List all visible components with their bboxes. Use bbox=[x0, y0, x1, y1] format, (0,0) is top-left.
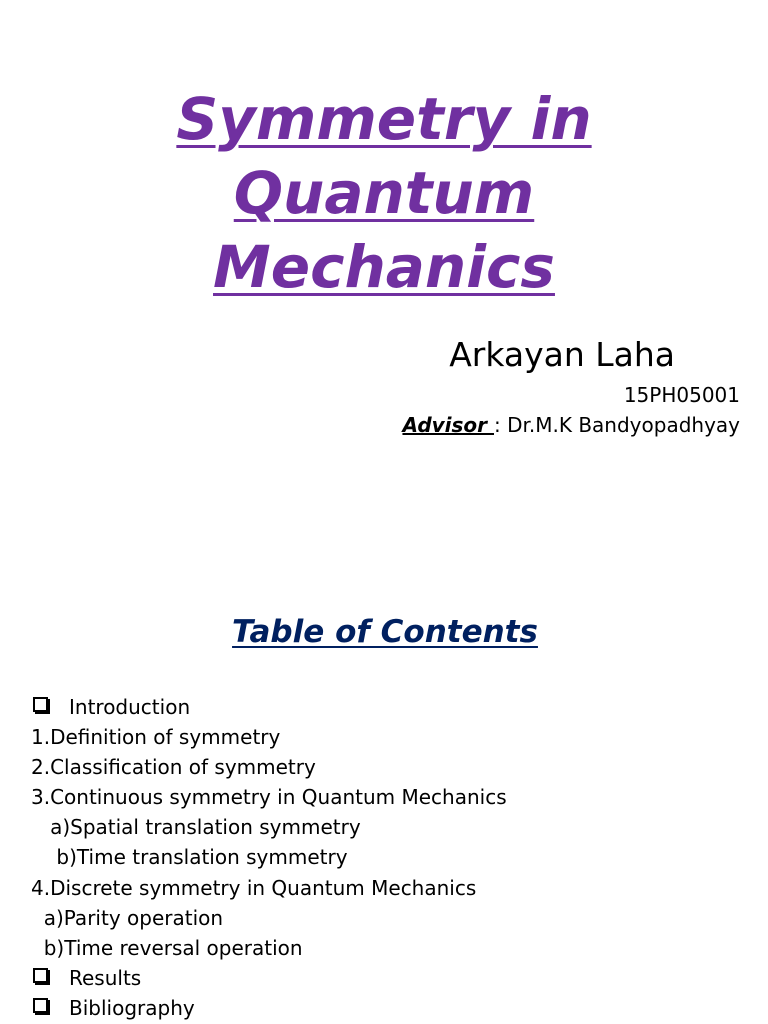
checkbox-bullet-icon bbox=[33, 998, 48, 1013]
toc-item-discrete-symmetry bbox=[31, 873, 507, 903]
toc-item-text: 1.Definition of symmetry bbox=[31, 725, 281, 750]
toc-item-text: Results bbox=[69, 965, 142, 990]
toc-item-definition bbox=[31, 722, 507, 752]
advisor-name: : Dr.M.K Bandyopadhyay bbox=[494, 413, 740, 437]
toc-item-text: b)Time reversal operation bbox=[31, 935, 303, 960]
toc-item-spatial-translation bbox=[31, 812, 507, 842]
toc-item-text: Bibliography bbox=[69, 995, 195, 1020]
title-line-1: Symmetry in bbox=[176, 85, 592, 153]
toc-item-continuous-symmetry bbox=[31, 782, 507, 812]
advisor-label: Advisor bbox=[402, 413, 494, 437]
toc-heading: Table of Contents bbox=[232, 614, 538, 650]
title-line-3: Mechanics bbox=[213, 233, 555, 301]
title-line-2: Quantum bbox=[233, 159, 535, 227]
toc-item-text: Introduction bbox=[69, 695, 191, 719]
toc-item-classification bbox=[31, 752, 507, 782]
toc-item-text: 3.Continuous symmetry in Quantum Mechanics bbox=[31, 785, 507, 810]
toc-item-text: a)Spatial translation symmetry bbox=[31, 815, 361, 840]
advisor-line bbox=[402, 411, 740, 439]
toc-item-time-translation bbox=[31, 842, 507, 872]
toc-item-introduction bbox=[31, 692, 507, 722]
toc-item-text: 4.Discrete symmetry in Quantum Mechanics bbox=[31, 875, 477, 900]
checkbox-bullet-icon bbox=[33, 697, 48, 712]
toc-item-results bbox=[31, 963, 507, 993]
toc-item-bibliography bbox=[31, 993, 507, 1023]
toc-item-text: a)Parity operation bbox=[31, 905, 224, 930]
toc-item-text: b)Time translation symmetry bbox=[31, 845, 348, 870]
toc-item-time-reversal bbox=[31, 933, 507, 963]
toc-item-parity bbox=[31, 903, 507, 933]
roll-number: 15PH05001 bbox=[623, 383, 740, 407]
checkbox-bullet-icon bbox=[33, 968, 48, 983]
slide-title bbox=[0, 82, 768, 304]
toc-list bbox=[31, 692, 507, 1023]
author-name: Arkayan Laha bbox=[449, 335, 675, 374]
toc-item-text: 2.Classification of symmetry bbox=[31, 755, 316, 780]
